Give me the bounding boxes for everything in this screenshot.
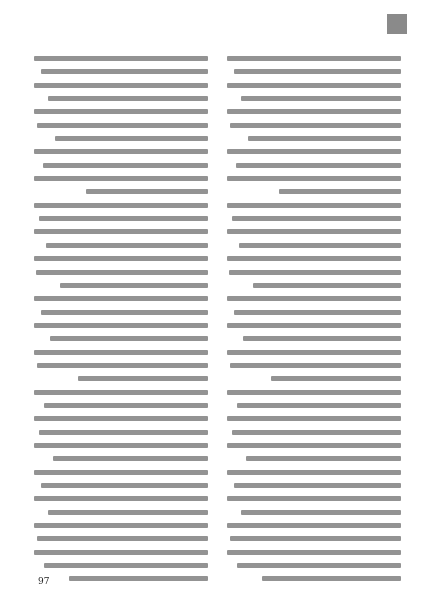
text-line — [227, 203, 401, 208]
text-line — [232, 216, 401, 221]
text-line — [227, 229, 401, 234]
text-line — [41, 310, 208, 315]
text-line — [48, 510, 208, 515]
text-line — [34, 296, 208, 301]
text-line — [55, 136, 208, 141]
text-line — [227, 496, 401, 501]
text-line — [237, 563, 401, 568]
text-line — [53, 456, 208, 461]
text-line — [241, 96, 401, 101]
text-line — [34, 350, 208, 355]
text-line — [34, 550, 208, 555]
text-line — [36, 270, 208, 275]
text-line — [34, 523, 208, 528]
text-line — [262, 576, 401, 581]
text-line — [34, 229, 208, 234]
text-line — [227, 323, 401, 328]
text-line — [34, 109, 208, 114]
page-number: 97 — [38, 577, 50, 587]
right-column — [227, 56, 401, 567]
text-line — [34, 496, 208, 501]
text-line — [230, 536, 401, 541]
text-line — [34, 323, 208, 328]
text-line — [248, 136, 401, 141]
text-line — [253, 283, 401, 288]
text-line — [271, 376, 402, 381]
text-line — [48, 96, 208, 101]
text-line — [227, 350, 401, 355]
text-line — [234, 483, 401, 488]
text-line — [41, 69, 208, 74]
text-line — [227, 176, 401, 181]
text-line — [279, 189, 401, 194]
text-line — [69, 576, 208, 581]
text-line — [34, 83, 208, 88]
text-line — [241, 510, 401, 515]
text-line — [243, 336, 401, 341]
text-line — [227, 390, 401, 395]
text-line — [239, 243, 401, 248]
text-line — [34, 203, 208, 208]
text-line — [78, 376, 209, 381]
text-line — [46, 243, 208, 248]
text-line — [227, 296, 401, 301]
text-line — [37, 363, 208, 368]
text-line — [50, 336, 208, 341]
left-column — [34, 56, 208, 567]
text-line — [34, 149, 208, 154]
text-line — [43, 163, 208, 168]
text-line — [230, 363, 401, 368]
text-line — [34, 470, 208, 475]
text-line — [44, 403, 208, 408]
text-line — [227, 56, 401, 61]
text-line — [39, 430, 208, 435]
text-line — [34, 443, 208, 448]
text-line — [34, 176, 208, 181]
text-columns — [34, 56, 401, 567]
text-line — [41, 483, 208, 488]
text-line — [236, 163, 401, 168]
text-line — [227, 523, 401, 528]
text-line — [34, 56, 208, 61]
text-line — [229, 270, 401, 275]
text-line — [34, 416, 208, 421]
text-line — [234, 69, 401, 74]
text-line — [60, 283, 208, 288]
text-line — [37, 123, 208, 128]
journal-logo — [287, 10, 407, 38]
text-line — [86, 189, 208, 194]
text-line — [227, 256, 401, 261]
text-line — [227, 550, 401, 555]
text-line — [227, 109, 401, 114]
text-line — [237, 403, 401, 408]
text-line — [44, 563, 208, 568]
text-line — [34, 256, 208, 261]
text-line — [246, 456, 401, 461]
text-line — [232, 430, 401, 435]
text-line — [227, 443, 401, 448]
text-line — [227, 83, 401, 88]
text-line — [230, 123, 401, 128]
text-line — [34, 390, 208, 395]
text-line — [227, 416, 401, 421]
text-line — [37, 536, 208, 541]
text-line — [234, 310, 401, 315]
text-line — [227, 470, 401, 475]
text-line — [227, 149, 401, 154]
logo-badge — [387, 14, 407, 34]
text-line — [39, 216, 208, 221]
